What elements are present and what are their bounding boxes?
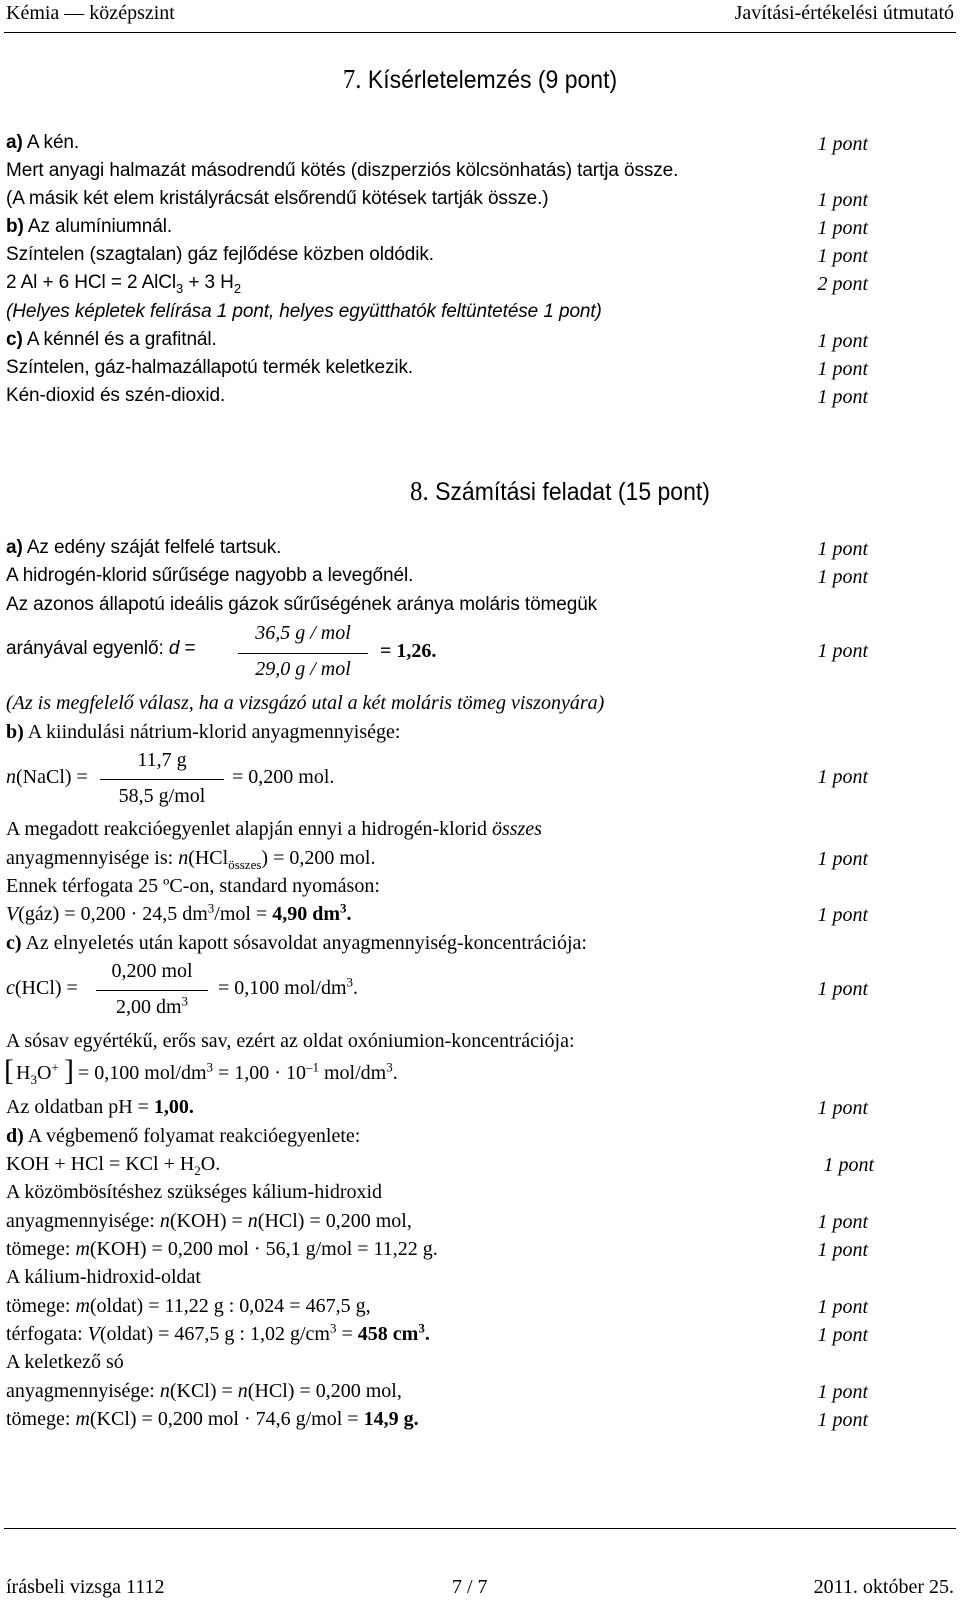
s8-line-b5: Ennek térfogata 25 ºC-on, standard nyomáson:: [6, 875, 380, 897]
score-s8-b4: 1 pont: [817, 848, 868, 870]
score-s8-d4: 1 pont: [817, 1211, 868, 1233]
s8-line-a3: Az azonos állapotú ideális gázok sűrűségének aránya moláris tömegük: [6, 594, 598, 615]
s7-line-9: Színtelen, gáz-halmazállapotú termék keletkezik.: [6, 357, 414, 378]
oxonium-concentration-result: = 0,100 mol/$dm^3 = 1,00 \cdot 10^{-1}$ mol/$dm^3$.: [78, 1059, 398, 1084]
s8-line-d6: A kálium-hidroxid-oldat: [6, 1266, 201, 1288]
score-s8-a1: 1 pont: [817, 538, 868, 560]
header-rule: [4, 32, 956, 33]
s8-line-d8: térfogata: V(oldat) = 467,5 g : 1,02 $g/cm^3 = 458$ $cm^3$.: [6, 1320, 430, 1345]
footer-date: 2011. október 25.: [813, 1576, 954, 1598]
page-header: [6, 2, 954, 28]
s8-line-c3: A sósav egyértékű, erős sav, ezért az oldat oxóniumion-koncentrációja:: [6, 1030, 575, 1052]
s8-line-a4: arányával egyenlő: d =: [6, 638, 196, 659]
s7-line-3: (A másik két elem kristályrácsát elsőrendű kötések tartják össze.): [6, 188, 549, 209]
score-s8-d10: 1 pont: [817, 1381, 868, 1403]
s8-line-a2: A hidrogén-klorid sűrűsége nagyobb a levegőnél.: [6, 565, 414, 586]
header-subject: Kémia — középszint: [6, 2, 175, 24]
score-s7-10: 1 pont: [817, 386, 868, 408]
s7-line-b: b) Az alumíniumnál.: [6, 216, 173, 237]
s7-line-5: Színtelen (szagtalan) gáz fejlődése közben oldódik.: [6, 244, 434, 265]
density-ratio-fraction: 36,5 g / mol 29,0 g / mol: [238, 622, 368, 682]
oxonium-concentration-bracket: [ $H_3O^+$ ]: [4, 1054, 74, 1087]
nacl-amount-fraction: 11,7 g 58,5 g/mol: [100, 749, 224, 811]
footer-exam-id: írásbeli vizsga 1112: [6, 1576, 165, 1598]
s8-line-d10: anyagmennyisége: n(KCl) = n(HCl) = 0,200 mol,: [6, 1380, 402, 1402]
s8-line-d5: tömege: m(KOH) = 0,200 mol · 56,1 g/mol = 11,22 g.: [6, 1238, 438, 1260]
s8-line-b3: A megadott reakcióegyenlet alapján ennyi a hidrogén-klorid összes: [6, 818, 542, 840]
s8-line-c2: c(HCl) =: [6, 977, 78, 999]
score-s8-a4: 1 pont: [817, 640, 868, 662]
s7-line-a: a) A kén.: [6, 132, 80, 153]
score-s8-d11: 1 pont: [817, 1409, 868, 1431]
s8-line-d4: anyagmennyisége: n(KOH) = n(HCl) = 0,200 mol,: [6, 1210, 412, 1232]
section-8-title: 8. Számítási feladat (15 pont): [410, 476, 710, 506]
hcl-concentration-fraction: 0,200 mol 2,00 $dm^3$: [96, 960, 208, 1022]
score-s7-5: 1 pont: [817, 245, 868, 267]
section-7-title: 7. Kísérletelemzés (9 pont): [342, 64, 618, 94]
score-s8-d5: 1 pont: [817, 1239, 868, 1261]
score-s8-d7: 1 pont: [817, 1296, 868, 1318]
s8-line-c1: c) Az elnyeletés után kapott sósavoldat anyagmennyiség-koncentrációja:: [6, 932, 587, 954]
score-s7-9: 1 pont: [817, 358, 868, 380]
s8-line-d2: KOH + HCl = KCl + $H_2O$.: [6, 1153, 221, 1178]
s8-line-c5: Az oldatban pH = 1,00.: [6, 1096, 194, 1118]
s8-line-d3: A közömbösítéshez szükséges kálium-hidroxid: [6, 1181, 383, 1203]
s8-line-b6: V(gáz) = 0,200 · 24,5 $dm^3$/mol = 4,90 $dm^3$.: [6, 900, 352, 925]
score-s8-c5: 1 pont: [817, 1097, 868, 1119]
s8-line-d9: A keletkező só: [6, 1351, 124, 1373]
nacl-amount-result: = 0,200 mol.: [232, 766, 335, 788]
score-s7-3: 1 pont: [817, 189, 868, 211]
score-s7-a: 1 pont: [817, 133, 868, 155]
score-s8-b6: 1 pont: [817, 904, 868, 926]
s7-line-c: c) A kénnél és a grafitnál.: [6, 329, 217, 350]
s8-line-a1: a) Az edény száját felfelé tartsuk.: [6, 537, 282, 558]
s7-reaction-equation: 2 Al + 6 HCl = 2 AlCl$_3$ + 3 $H_2$: [6, 272, 241, 296]
s8-line-d11: tömege: m(KCl) = 0,200 mol · 74,6 g/mol = 14,9 g.: [6, 1408, 419, 1430]
score-s8-d2: 1 pont: [823, 1154, 874, 1176]
footer-page-number: 7 / 7: [452, 1576, 488, 1598]
s8-line-b2: n(NaCl) =: [6, 766, 88, 788]
density-ratio-result: = 1,26.: [380, 640, 437, 662]
score-s8-c2: 1 pont: [817, 978, 868, 1000]
s7-line-10: Kén-dioxid és szén-dioxid.: [6, 385, 226, 406]
s8-line-b1: b) A kiindulási nátrium-klorid anyagmennyisége:: [6, 721, 401, 743]
s8-line-d7: tömege: m(oldat) = 11,22 g : 0,024 = 467,5 g,: [6, 1295, 371, 1317]
score-s8-b2: 1 pont: [817, 766, 868, 788]
score-s7-b: 1 pont: [817, 217, 868, 239]
s7-line-2: Mert anyagi halmazát másodrendű kötés (diszperziós kölcsönhatás) tartja össze.: [6, 160, 679, 181]
hcl-concentration-result: = 0,100 mol/$dm^3$.: [218, 974, 359, 999]
s7-line-7: (Helyes képletek felírása 1 pont, helyes együtthatók feltüntetése 1 pont): [6, 301, 602, 322]
s8-line-b4: anyagmennyisége is: n(HCl$_{összes}$) = 0,200 mol.: [6, 847, 376, 872]
score-s7-c: 1 pont: [817, 330, 868, 352]
s8-line-d1: d) A végbemenő folyamat reakcióegyenlete:: [6, 1125, 361, 1147]
score-s8-a2: 1 pont: [817, 566, 868, 588]
footer-rule: [4, 1528, 956, 1529]
score-s8-d8: 1 pont: [817, 1324, 868, 1346]
header-doc-type: Javítási-értékelési útmutató: [734, 2, 954, 24]
s8-line-a5: (Az is megfelelő válasz, ha a vizsgázó utal a két moláris tömeg viszonyára): [6, 692, 605, 714]
score-s7-equation: 2 pont: [817, 273, 868, 295]
